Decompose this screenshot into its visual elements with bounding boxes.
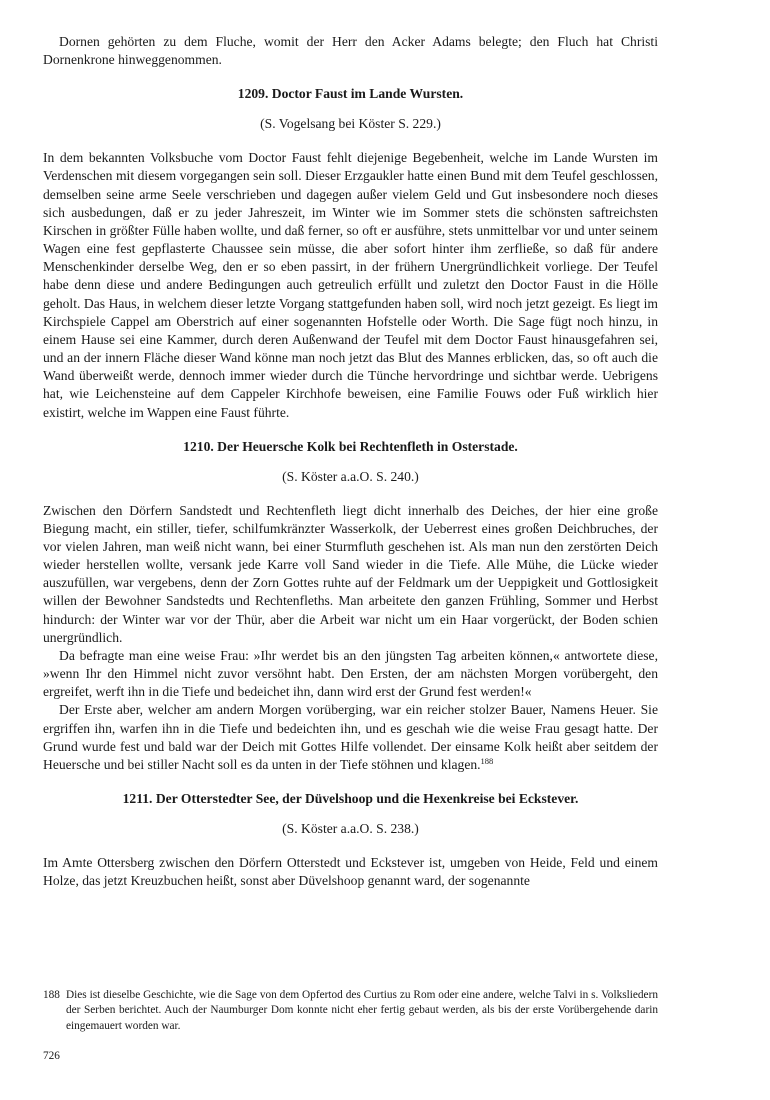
footnote (43, 988, 658, 1034)
section-1211-paragraph: Im Amte Ottersberg zwischen den Dörfern Otterstedt und Eckstever ist, umgeben von Heide, Feld und einem Holze, das jetzt Kreuzbuchen heißt, sonst aber Düvelshoop genannt ward, der sogenannte (43, 855, 658, 889)
section-1210-paragraph-3-text: Der Erste aber, welcher am andern Morgen vorüberging, war ein reicher stolzer Bauer, Namens Heuer. Sie ergriffen ihn, warfen ihn in die Tiefe und bedeichten ihn, und es geschah wie die weise Frau gesagt hatte. Der Grund wurde fest und bald war der Deich mit Gottes Hilfe vollendet. Der einsame Kolk heißt aber seitdem der Heuersche und bei stiller Nacht soll es da unten in der Tiefe stöhnen und klagen. (43, 702, 658, 772)
section-1209-title: 1209. Doctor Faust im Lande Wursten. (237, 86, 464, 102)
section-1210-title: 1210. Der Heuersche Kolk bei Rechtenfleth in Osterstade. (183, 438, 518, 454)
footnote-reference[interactable]: 188 (480, 755, 494, 766)
section-1209-source: (S. Vogelsang bei Köster S. 229.) (260, 116, 441, 132)
section-1210-source: (S. Köster a.a.O. S. 240.) (282, 468, 419, 484)
section-1210-paragraph-1: Zwischen den Dörfern Sandstedt und Rechtenfleth liegt dicht innerhalb des Deiches, der hier eine große Biegung macht, ein stiller, tiefer, schilfumkränzter Wasserkolk, der Ueberrest eines großen Deichbruches, der vor vielen Jahren, man weiß nicht wann, bei einer Sturmfluth geschehen ist. Als man nun den zerstörten Deich wieder herstellen wollte, versank jede Karre voll Sand wieder in die Tiefe. Alle Mühe, die Lücke wieder auszufüllen, war vergebens, denn der Zorn Gottes ruhte auf der Feldmark um der Ueppigkeit und Gottlosigkeit willen der Bewohner Sandstedts und Rechtenfleths. Man arbeitete den ganzen Frühling, Sommer und Herbst hindurch: der Winter war vor der Thür, aber die Arbeit war nicht um ein Haar vorgerückt, der Boden schien unergründlich. (43, 502, 658, 645)
page-number: 726 (43, 1050, 60, 1062)
footnote-number: 188 (43, 989, 60, 1001)
page-body (43, 33, 658, 890)
footnote-text: Dies ist dieselbe Geschichte, wie die Sage von dem Opfertod des Curtius zu Rom oder eine andere, welche Talvi in s. Volksliedern der Serben berichtet. Auch der Naumburger Dom konnte nicht eher fertig gebaut werden, als bis der erste Vorübergehende darin eingemauert worden war. (66, 989, 658, 1032)
intro-paragraph: Dornen gehörten zu dem Fluche, womit der Herr den Acker Adams belegte; den Fluch hat Christi Dornenkrone hinweggenommen. (43, 34, 658, 68)
section-1209-paragraph: In dem bekannten Volksbuche vom Doctor Faust fehlt diejenige Begebenheit, welche im Lande Wursten im Verdenschen mit diesem vorgegangen sein soll. Dieser Erzgaukler hatte einen Bund mit dem Teufel geschlossen, demselben seine arme Seele verschrieben und dagegen außer vielem Geld und Gut insbesondere noch dieses sich ausbedungen, daß er zu jeder Jahreszeit, im Winter wie im Sommer stets die schönsten saftreichsten Kirschen in größter Fülle haben wollte, und daß ferner, so oft er ausführe, stets unmittelbar vor und unter seinem Wagen eine fest gepflasterte Chaussee sein müsse, die aber sofort hinter ihm zerfließe, so daß für andere Menschenkinder derselbe Weg, den er so eben passirt, in der frühern Unergründlichkeit vorliege. Der Teufel habe denn diese und andere Bedingungen auch getreulich erfüllt und zuletzt den Doctor Faust in die Hölle geholt. Das Haus, in welchem dieser letzte Vorgang stattgefunden haben soll, wird noch jetzt gezeigt. Es liegt im Kirchspiele Cappel am Oberstrich auf einer sogenannten Hofstelle oder Worth. Die Sage fügt noch hinzu, in einem Hause sei eine Kammer, durch deren Außenwand der Teufel mit dem Doctor Faust hinausgefahren sei, und an der innern Fläche dieser Wand könne man noch jetzt das Blut des Mannes erblicken, das, so oft auch die Wand überweißt werde, dennoch immer wieder durch die Tünche hervordringe und sichtbar werde. Uebrigens hat, wie Leichensteine auf dem Cappeler Kirchhofe beweisen, eine Familie Fouws oder Fuß wirklich hier existirt, welche im Wappen eine Faust führte. (43, 150, 658, 420)
section-1211-source: (S. Köster a.a.O. S. 238.) (282, 821, 419, 836)
section-1211-title: 1211. Der Otterstedter See, der Düvelshoop und die Hexenkreise bei Eckstever. (122, 791, 579, 806)
section-1210-paragraph-3 (43, 701, 658, 774)
section-1210-paragraph-2: Da befragte man eine weise Frau: »Ihr werdet bis an den jüngsten Tag arbeiten können,« antwortete diese, »wenn Ihr den Himmel nicht zuvor versöhnt habt. Den Ersten, der am nächsten Morgen vorübergeht, den ergreifet, werft ihn in die Tiefe und bedeichet ihn, dann wird erst der Grund fest werden!« (43, 647, 658, 700)
